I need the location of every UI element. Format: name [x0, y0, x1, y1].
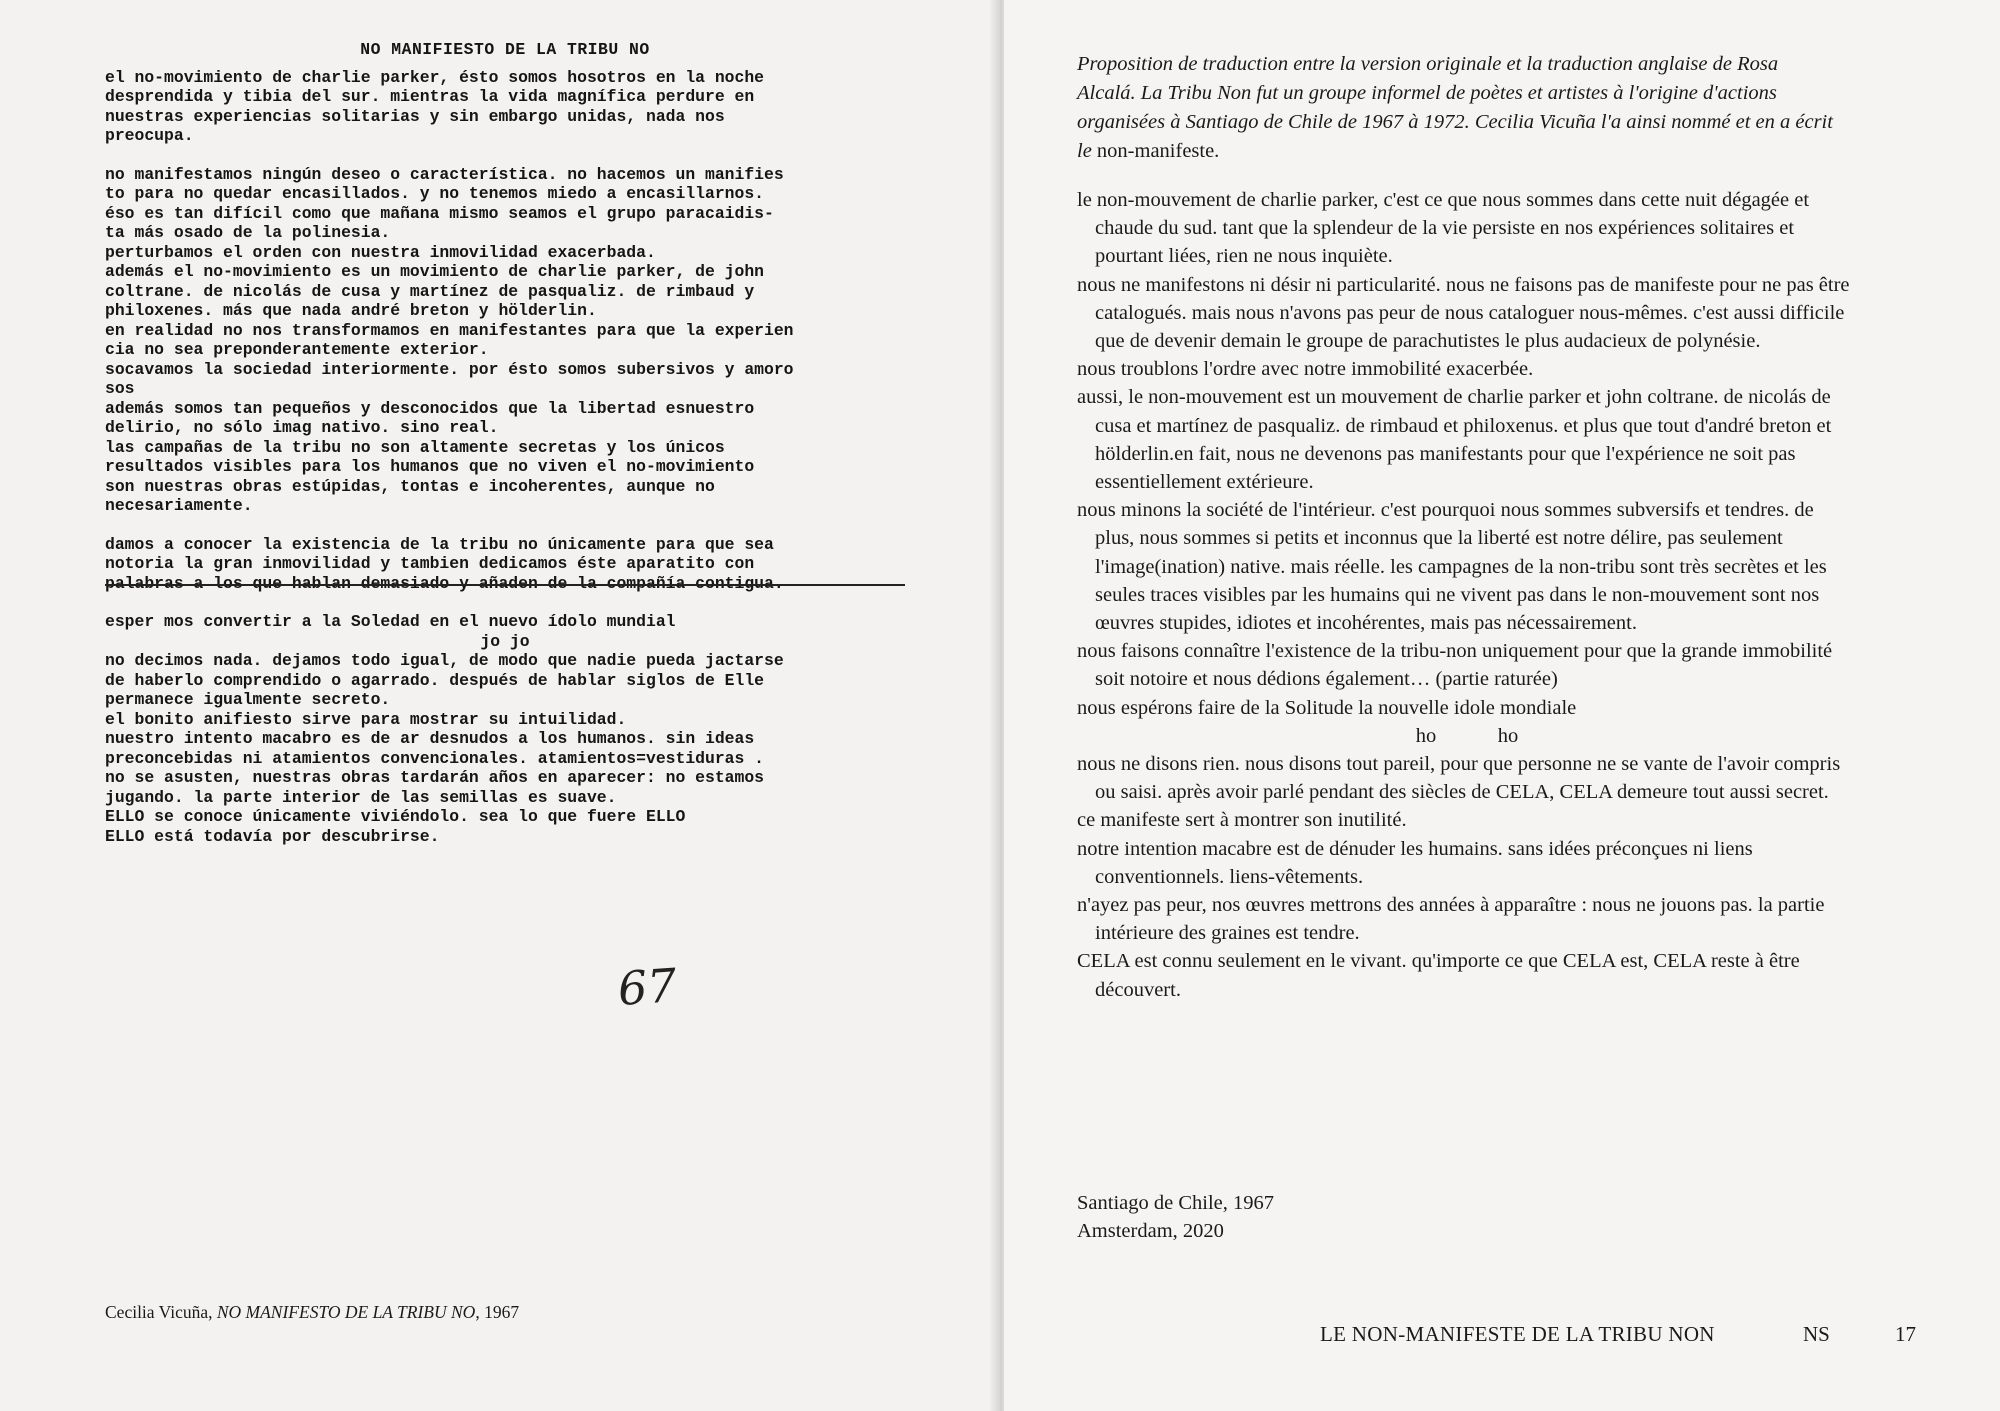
intro-text-end: non-manifeste. [1096, 140, 1220, 162]
caption-title: NO MANIFESTO DE LA TRIBU NO [216, 1302, 476, 1322]
manifesto-line: to para no quedar encasillados. y no tenemos miedo a encasillarnos. [105, 184, 765, 203]
left-page [0, 0, 998, 1411]
manifesto-line: no se asusten, nuestras obras tardarán años en aparecer: no estamos [105, 768, 765, 787]
place-translation: Amsterdam, 2020 [1077, 1220, 1224, 1242]
manifesto-line: socavamos la sociedad interiormente. por ésto somos subersivos y amoro [105, 359, 794, 379]
translation-intro [1077, 50, 1837, 166]
struck-through-line: palabras a los que hablan demasiado y añaden de la compañía contigua. [105, 574, 905, 594]
manifesto-line: perturbamos el orden con nuestra inmovilidad exacerbada. [105, 242, 656, 262]
translation-laugh: ho ho [1415, 724, 1519, 747]
french-translation [1077, 186, 1857, 1004]
translation-paragraph: nous faisons connaître l'existence de la tribu-non uniquement pour que la grande immobilité soit notoire et nous dédions également… (partie raturée) [1077, 640, 1833, 691]
manifesto-line: nuestras experiencias solitarias y sin embargo unidas, nada nos [105, 106, 725, 126]
manifesto-line: esper mos convertir a la Soledad en el nuevo ídolo mundial [105, 612, 676, 631]
manifesto-line: permanece igualmente secreto. [105, 690, 391, 709]
handwritten-number: 67 [616, 958, 679, 1016]
manifesto-line: no manifestamos ningún deseo o característica. no hacemos un manifies [105, 164, 784, 184]
manifesto-title: NO MANIFIESTO DE LA TRIBU NO [360, 40, 650, 59]
manifesto-line: ELLO está todavía por descubrirse. [105, 826, 440, 846]
manifesto-line: desprendida y tibia del sur. mientras la vida magnífica perdure en [105, 87, 755, 106]
manifesto-line: el no-movimiento de charlie parker, ésto somos hosotros en la noche [105, 67, 765, 87]
manifesto-line: sos [105, 379, 135, 398]
translation-paragraph: nous ne manifestons ni désir ni particularité. nous ne faisons pas de manifeste pour ne pas être catalogués. mais nous n'avons pas peur de nous cataloguer nous-mêmes. c'est aussi difficile que de devenir demain le groupe de parachutistes le plus audacieux de polynésie. [1077, 273, 1850, 353]
running-footer-section: NS [1803, 1322, 1830, 1346]
manifesto-line: además el no-movimiento es un movimiento de charlie parker, de john [105, 262, 765, 281]
manifesto-line: necesariamente. [105, 496, 253, 515]
manifesto-line: en realidad no nos transformamos en manifestantes para que la experien [105, 320, 794, 340]
place-original: Santiago de Chile, 1967 [1077, 1192, 1275, 1214]
translation-paragraph: CELA est connu seulement en le vivant. qu'importe ce que CELA est, CELA reste à être découvert. [1077, 950, 1800, 1001]
translation-paragraph: nous troublons l'ordre avec notre immobilité exacerbée. [1077, 358, 1534, 381]
manifesto-line: de haberlo comprendido o agarrado. después de hablar siglos de Elle [105, 670, 765, 690]
manifesto-line: cia no sea preponderantemente exterior. [105, 340, 489, 359]
translation-paragraph: n'ayez pas peur, nos œuvres mettrons des années à apparaître : nous ne jouons pas. la partie intérieure des graines est tendre. [1077, 894, 1825, 945]
translation-paragraph: nous minons la société de l'intérieur. c'est pourquoi nous sommes subversifs et tendres. de plus, nous sommes si petits et inconnus que la liberté est notre délire, pas seulement l'image(ination) native. mais réelle. les campagnes de la non-tribu sont très secrètes et les seules traces visibles par les humains qui ne vivent pas dans le non-mouvement sont nos œuvres stupides, idiotes et incohérentes, mais pas nécessairement. [1077, 499, 1827, 635]
translation-paragraph: nous espérons faire de la Solitude la nouvelle idole mondiale [1077, 696, 1577, 719]
translation-paragraph: ce manifeste sert à montrer son inutilité. [1077, 809, 1407, 832]
manifesto-line: ELLO se conoce únicamente viviéndolo. sea lo que fuere ELLO [105, 807, 686, 826]
manifesto-line: las campañas de la tribu no son altamente secretas y los únicos [105, 437, 725, 457]
translation-paragraph: aussi, le non-mouvement est un mouvement de charlie parker et john coltrane. de nicolás de cusa et martínez de pasqualiz. de rimbaud et philoxenus. et plus que tout d'andré breton et hölderlin.en fait, nous ne devenons pas manifestants pour que l'expérience ne soit pas essentiellement extérieure. [1077, 386, 1832, 494]
manifesto-line: además somos tan pequeños y desconocidos que la libertad esnuestro [105, 398, 755, 418]
manifesto-line: damos a conocer la existencia de la tribu no únicamente para que sea [105, 534, 774, 554]
translation-paragraph: notre intention macabre est de dénuder les humains. sans idées préconçues ni liens conventionnels. liens-vêtements. [1077, 837, 1753, 888]
manifesto-line: el bonito anifiesto sirve para mostrar su intuilidad. [105, 709, 627, 729]
manifesto-line: nuestro intento macabro es de ar desnudos a los humanos. sin ideas [105, 729, 755, 748]
manifesto-line: philoxenes. más que nada andré breton y hölderlin. [105, 301, 597, 320]
manifesto-line: éso es tan difícil como que mañana mismo seamos el grupo paracaidis- [105, 203, 774, 223]
translation-paragraph: le non-mouvement de charlie parker, c'est ce que nous sommes dans cette nuit dégagée et chaude du sud. tant que la splendeur de la vie persiste en nos expériences solitaires et pourtant liées, rien ne nous inquiète. [1077, 189, 1810, 268]
image-caption [105, 1302, 519, 1323]
manifesto-line: jugando. la parte interior de las semillas es suave. [105, 787, 617, 807]
manifesto-line: preconcebidas ni atamientos convencionales. atamientos=vestiduras . [105, 748, 765, 768]
manifesto-line: resultados visibles para los humanos que no viven el no-movimiento [105, 457, 755, 476]
caption-year: , 1967 [475, 1302, 520, 1322]
manifesto-line: delirio, no sólo imag nativo. sino real. [105, 418, 499, 437]
manifesto-line: notoria la gran inmovilidad y tambien dedicamos éste aparatito con [105, 554, 755, 573]
translation-paragraph: nous ne disons rien. nous disons tout pareil, pour que personne ne se vante de l'avoir compris ou saisi. après avoir parlé pendant des siècles de CELA, CELA demeure tout aussi secret. [1077, 753, 1841, 804]
manifesto-body-1 [105, 68, 905, 847]
typewritten-manifesto [105, 40, 905, 846]
manifesto-line: son nuestras obras estúpidas, tontas e incoherentes, aunque no [105, 476, 715, 496]
caption-author: Cecilia Vicuña, [105, 1302, 217, 1322]
manifesto-line: preocupa. [105, 126, 194, 145]
running-footer-title: LE NON-MANIFESTE DE LA TRIBU NON [1320, 1322, 1715, 1346]
manifesto-line: ta más osado de la polinesia. [105, 223, 391, 242]
page-number: 17 [1895, 1322, 1916, 1346]
manifesto-laugh: jo jo [480, 631, 530, 651]
manifesto-line: no decimos nada. dejamos todo igual, de modo que nadie pueda jactarse [105, 651, 784, 670]
place-date [1077, 1189, 1274, 1245]
intro-text: Proposition de traduction entre la version originale et la traduction anglaise de Rosa Alcalá. La Tribu Non fut un groupe informel de poètes et artistes à l'origine d'actions organisées à Santiago de Chile de 1967 à 1972. Cecilia Vicuña l'a ainsi nommé et en a écrit le [1077, 53, 1833, 162]
manifesto-line: coltrane. de nicolás de cusa y martínez de pasqualiz. de rimbaud y [105, 281, 755, 301]
